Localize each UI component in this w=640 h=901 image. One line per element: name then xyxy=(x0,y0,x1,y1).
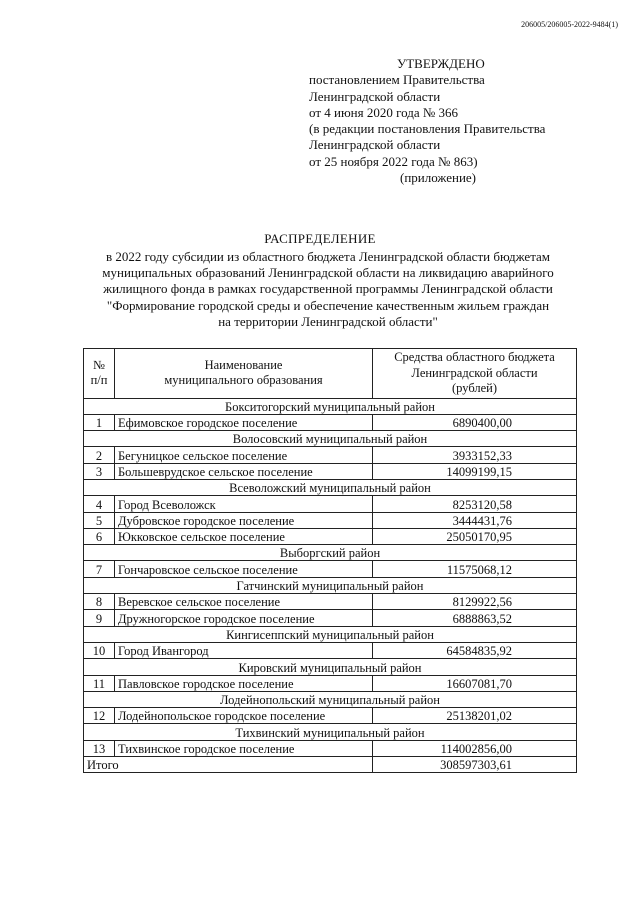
table-row: 1 Ефимовское городское поселение 6890400,00 xyxy=(84,414,577,430)
table-row: 5 Дубровское городское поселение 3444431,76 xyxy=(84,512,577,528)
table-row: 11 Павловское городское поселение 16607081,70 xyxy=(84,675,577,691)
subtitle-line: муниципальных образований Ленинградской области на ликвидацию аварийного xyxy=(102,265,554,281)
table-row: 6 Юкковское сельское поселение 25050170,95 xyxy=(84,528,577,544)
district-row: Гатчинский муниципальный район xyxy=(84,577,577,593)
table-row: 2 Бегуницкое сельское поселение 3933152,33 xyxy=(84,447,577,463)
header-name: Наименование муниципального образования xyxy=(115,349,373,399)
total-label: Итого xyxy=(84,757,373,773)
document-subtitle xyxy=(40,249,616,330)
district-row: Бокситогорский муниципальный район xyxy=(84,398,577,414)
header-amount: Средства областного бюджета Ленинградской области (рублей) xyxy=(373,349,577,399)
approval-line: (в редакции постановления Правительства xyxy=(309,121,546,137)
district-row: Волосовский муниципальный район xyxy=(84,431,577,447)
subtitle-line: в 2022 году субсидии из областного бюджета Ленинградской области бюджетам xyxy=(105,249,551,264)
approval-heading: УТВЕРЖДЕНО xyxy=(397,56,485,71)
subtitle-line: "Формирование городской среды и обеспечение качественным жильем граждан xyxy=(106,297,550,313)
table-row: 9 Дружногорское городское поселение 6888863,52 xyxy=(84,610,577,626)
district-row: Выборгский район xyxy=(84,545,577,561)
document-number: 206005/206005-2022-9484(1) xyxy=(521,20,618,29)
document-title: РАСПРЕДЕЛЕНИЕ xyxy=(264,231,376,246)
table-row: 7 Гончаровское сельское поселение 11575068,12 xyxy=(84,561,577,577)
approval-note: (приложение) xyxy=(400,170,477,186)
table-header-row xyxy=(84,349,577,399)
header-number: № п/п xyxy=(84,349,115,399)
total-row xyxy=(84,757,577,773)
approval-line: Ленинградской области xyxy=(309,137,441,153)
approval-line: от 4 июня 2020 года № 366 xyxy=(309,104,459,120)
table-row: 3 Большеврудское сельское поселение 14099199,15 xyxy=(84,463,577,479)
district-row: Кингисеппский муниципальный район xyxy=(84,626,577,642)
approval-line: от 25 ноября 2022 года № 863) xyxy=(309,153,478,169)
table-row: 10 Город Ивангород 64584835,92 xyxy=(84,642,577,658)
table-row: 12 Лодейнопольское городское поселение 25138201,02 xyxy=(84,708,577,724)
district-row: Тихвинский муниципальный район xyxy=(84,724,577,740)
subtitle-line: на территории Ленинградской области" xyxy=(218,313,438,329)
subtitle-line: жилищного фонда в рамках государственной программы Ленинградской области xyxy=(103,281,553,297)
table-row: 13 Тихвинское городское поселение 114002856,00 xyxy=(84,740,577,756)
district-row: Всеволожский муниципальный район xyxy=(84,479,577,495)
distribution-table xyxy=(83,348,577,773)
approval-block xyxy=(309,56,545,186)
district-row: Лодейнопольский муниципальный район xyxy=(84,691,577,707)
approval-line: Ленинградской области xyxy=(309,88,441,104)
district-row: Кировский муниципальный район xyxy=(84,659,577,675)
total-amount: 308597303,61 xyxy=(373,757,577,773)
table-row: 8 Веревское сельское поселение 8129922,56 xyxy=(84,594,577,610)
approval-line: постановлением Правительства xyxy=(309,72,485,88)
table-row: 4 Город Всеволожск 8253120,58 xyxy=(84,496,577,512)
